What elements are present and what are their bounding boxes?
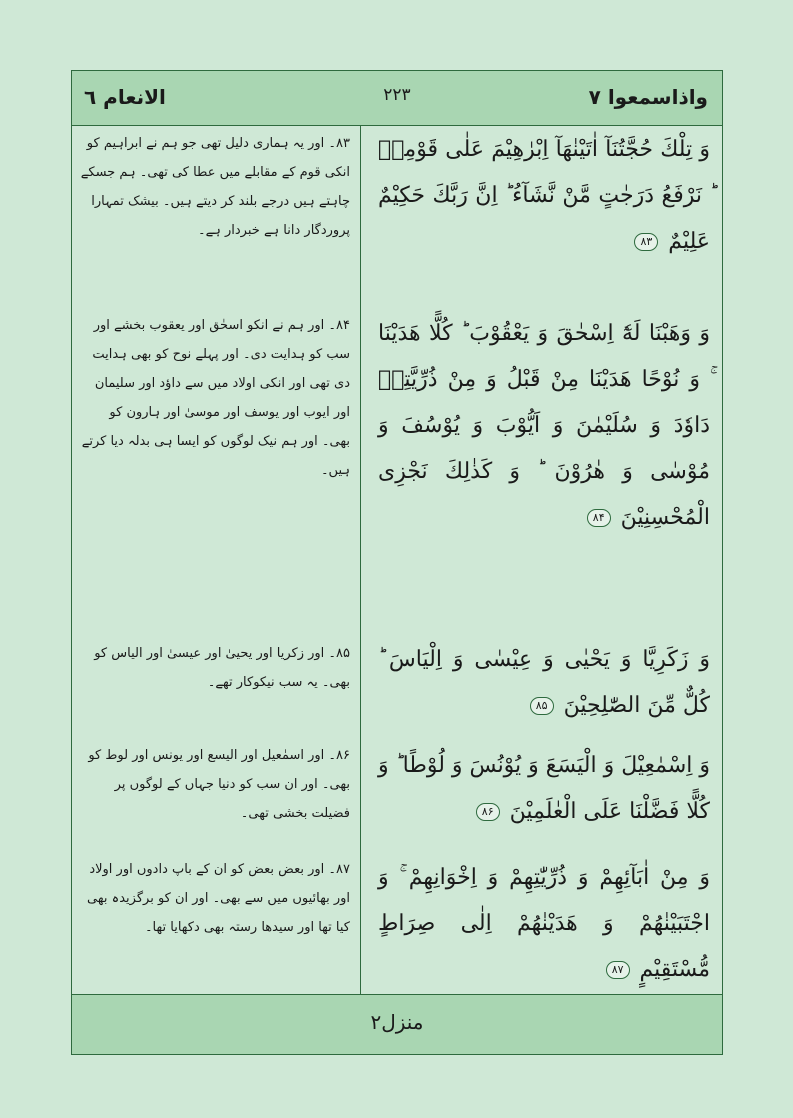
translation-87: ۸۷۔ اور بعض بعض کو ان کے باپ دادوں اور اولاد اور بھائیوں میں سے بھی۔ اور ان کو برگزیدہ بھی کیا تھا اور سیدھا رستہ بھی دکھایا تھا۔: [87, 862, 350, 935]
page-footer: [72, 994, 722, 1054]
ayah-number-marker: ۸۶: [476, 803, 500, 821]
ayah-number-marker: ۸۷: [606, 961, 630, 979]
verse-87: [378, 855, 710, 993]
page-header: [72, 71, 722, 126]
para-title: واذاسمعوا ۷: [588, 85, 708, 109]
translation-85: ۸۵۔ اور زکریا اور یحییٰ اور عیسیٰ اور الیاس کو بھی۔ یہ سب نیکوکار تھے۔: [94, 646, 350, 690]
ayah-number-marker: ۸۳: [634, 233, 658, 251]
verse-85: [378, 637, 710, 729]
verse-84: [378, 311, 710, 541]
page-frame: [71, 70, 723, 1055]
ayah-number-marker: ۸۴: [587, 509, 611, 527]
verse-83: [378, 127, 710, 265]
verse-text: وَ تِلْكَ حُجَّتُنَآ اٰتَيْنٰهَآ اِبْرٰهِيْمَ عَلٰى قَوْمِهٖ ؕ نَرْفَعُ دَرَجٰتٍ مَّنْ نَّشَآءُ ؕ اِنَّ رَبَّكَ حَكِيْمٌ عَلِيْمٌ: [378, 137, 710, 254]
translation-84: ۸۴۔ اور ہم نے انکو اسحٰق اور یعقوب بخشے اور سب کو ہدایت دی۔ اور پہلے نوح کو بھی ہدایت دی تھی اور انکی اولاد میں سے داؤد اور سلیمان اور ایوب اور یوسف اور موسیٰ اور ہارون کو بھی۔ اور ہم نیک لوگوں کو ایسا ہی بدلہ دیا کرتے ہیں۔: [81, 318, 350, 478]
content-area: [72, 125, 722, 996]
ayah-number-marker: ۸۵: [530, 697, 554, 715]
translation-86: ۸۶۔ اور اسمٰعیل اور الیسع اور یونس اور لوط کو بھی۔ اور ان سب کو دنیا جہاں کے لوگوں پر فضیلت بخشی تھی۔: [88, 748, 350, 821]
verse-86: [378, 743, 710, 835]
surah-title: الانعام ٦: [84, 85, 166, 109]
translation-83: ۸۳۔ اور یہ ہماری دلیل تھی جو ہم نے ابراہیم کو انکی قوم کے مقابلے میں عطا کی تھی۔ ہم جسکے چاہتے ہیں درجے بلند کر دیتے ہیں۔ بیشک تمہارا پروردگار دانا ہے خبردار ہے۔: [80, 136, 350, 238]
column-divider: [360, 125, 361, 996]
verse-text: وَ وَهَبْنَا لَهٗٓ اِسْحٰقَ وَ يَعْقُوْبَ ؕ كُلًّا هَدَيْنَا ۚ وَ نُوْحًا هَدَيْنَا مِنْ قَبْلُ وَ مِنْ ذُرِّيَّتِهٖ دَاوٗدَ وَ سُلَيْمٰنَ وَ اَيُّوْبَ وَ يُوْسُفَ وَ مُوْسٰى وَ هٰرُوْنَ ؕ وَ كَذٰلِكَ نَجْزِى الْمُحْسِنِيْنَ: [378, 321, 710, 530]
verse-text: وَ زَكَرِيَّا وَ يَحْيٰى وَ عِيْسٰى وَ اِلْيَاسَ ؕ كُلٌّ مِّنَ الصّٰلِحِيْنَ: [378, 647, 710, 718]
verse-text: وَ مِنْ اٰبَآئِهِمْ وَ ذُرِّيّٰتِهِمْ وَ اِخْوَانِهِمْ ۚ وَ اجْتَبَيْنٰهُمْ وَ هَدَيْنٰهُمْ اِلٰى صِرَاطٍ مُّسْتَقِيْمٍ: [378, 865, 710, 982]
page-number: ۲۲۳: [383, 85, 411, 105]
verse-text: وَ اِسْمٰعِيْلَ وَ الْيَسَعَ وَ يُوْنُسَ وَ لُوْطًا ؕ وَ كُلًّا فَضَّلْنَا عَلَى الْعٰلَمِيْنَ: [378, 753, 710, 824]
manzil-label: منزل۲: [370, 1010, 424, 1034]
